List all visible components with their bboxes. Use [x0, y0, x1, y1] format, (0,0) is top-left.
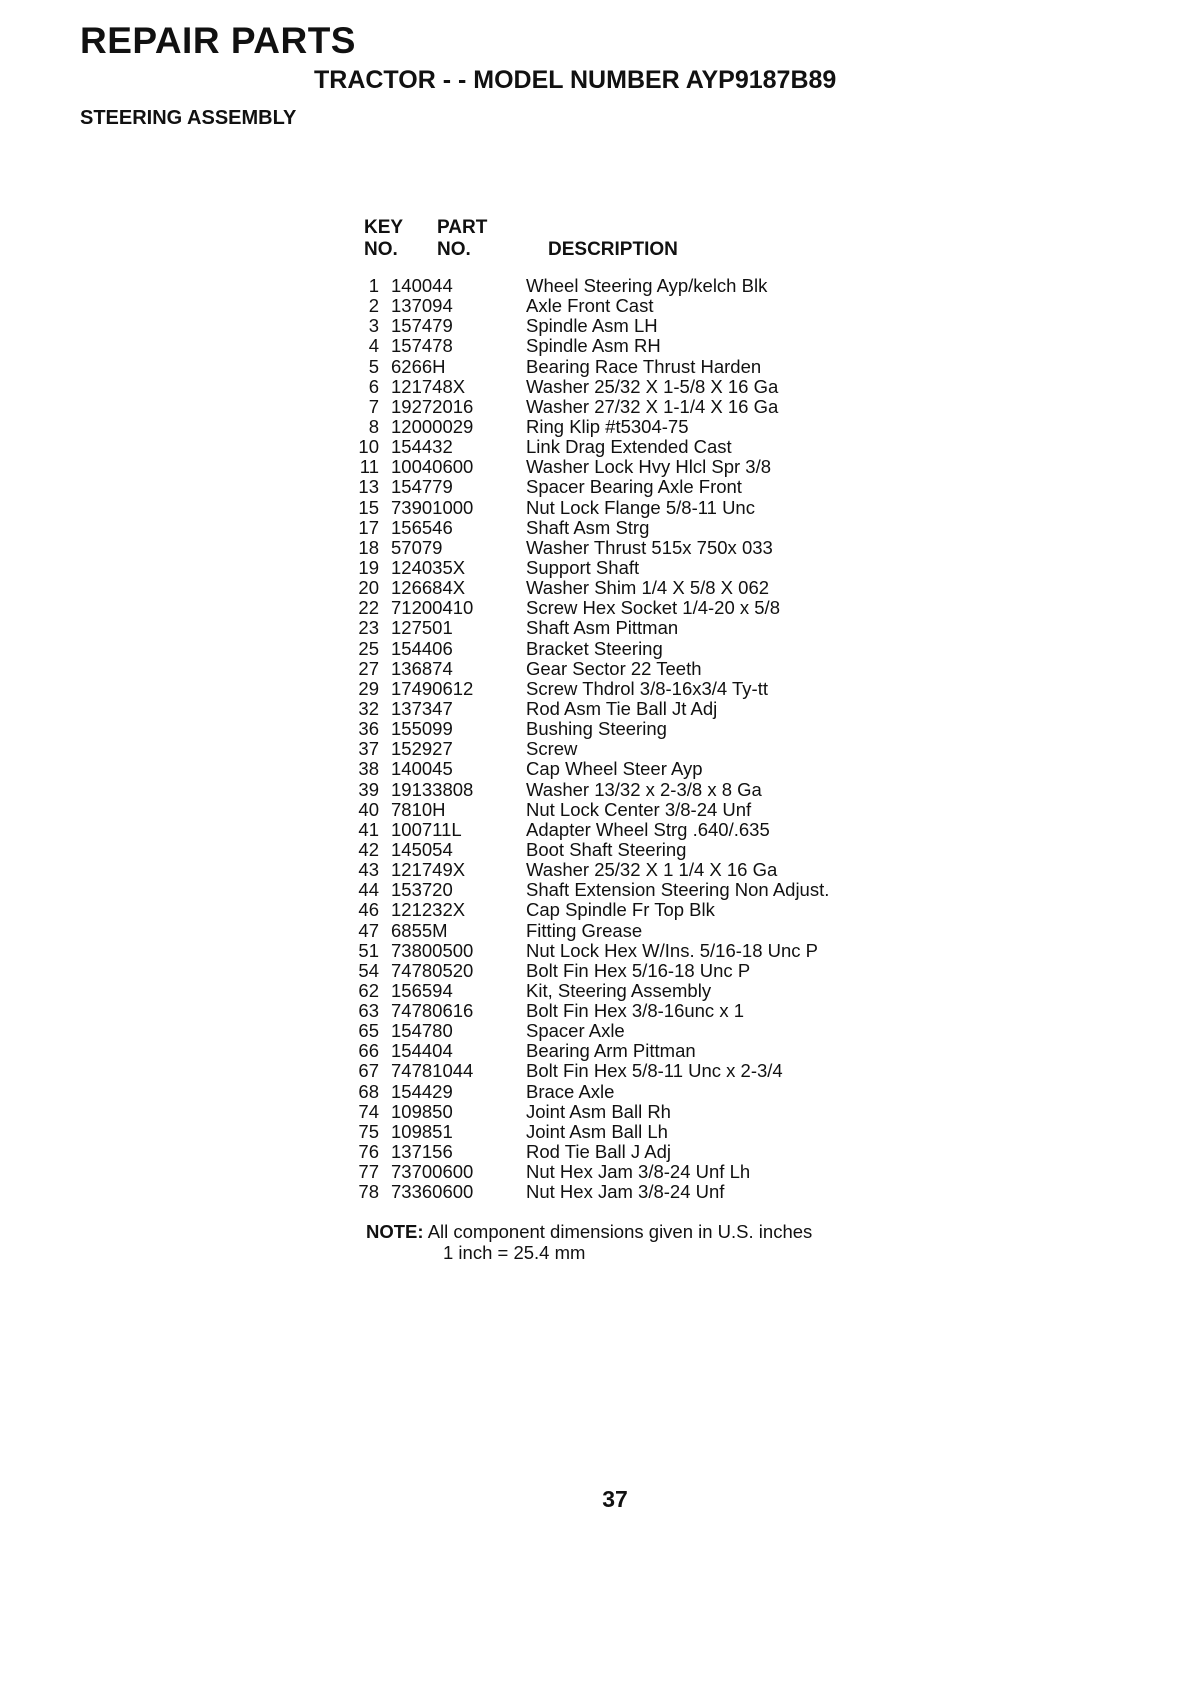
- part-no-cell: 100711L: [391, 818, 462, 840]
- description-cell: Boot Shaft Steering: [526, 838, 687, 860]
- part-header-line1: PART: [437, 217, 488, 238]
- part-no-header: [437, 217, 487, 261]
- description-cell: Adapter Wheel Strg .640/.635: [526, 818, 770, 840]
- note: [366, 1222, 812, 1242]
- part-no-cell: 6266H: [391, 355, 446, 377]
- description-cell: Fitting Grease: [526, 919, 643, 941]
- part-no-cell: 121232X: [391, 899, 466, 921]
- key-no-cell: 66: [358, 1040, 379, 1062]
- part-no-cell: 121748X: [391, 375, 466, 397]
- description-cell: Nut Hex Jam 3/8-24 Unf Lh: [526, 1161, 751, 1183]
- table-row: [340, 1041, 960, 1061]
- description-cell: Ring Klip #t5304-75: [526, 415, 689, 437]
- description-cell: Screw Hex Socket 1/4-20 x 5/8: [526, 597, 780, 619]
- note-line1: All component dimensions given in U.S. inches: [427, 1221, 813, 1242]
- table-row: [340, 981, 960, 1001]
- key-no-header: [364, 217, 403, 261]
- table-row: [340, 1182, 960, 1202]
- description-cell: Axle Front Cast: [526, 295, 654, 317]
- key-no-cell: 43: [358, 859, 379, 881]
- key-no-cell: 1: [368, 275, 379, 296]
- key-no-cell: 68: [358, 1080, 379, 1102]
- part-no-cell: 156546: [391, 516, 453, 538]
- key-header-line1: KEY: [364, 217, 404, 238]
- key-no-cell: 19: [358, 556, 379, 578]
- description-cell: Bolt Fin Hex 3/8-16unc x 1: [526, 1000, 744, 1022]
- parts-list: [340, 276, 960, 1202]
- description-cell: Washer 25/32 X 1 1/4 X 16 Ga: [526, 859, 778, 881]
- key-no-cell: 46: [358, 899, 379, 921]
- key-no-cell: 20: [358, 577, 379, 599]
- description-cell: Washer Thrust 515x 750x 033: [526, 536, 773, 558]
- part-no-cell: 17490612: [391, 677, 474, 699]
- table-row: [340, 1021, 960, 1041]
- part-no-cell: 109850: [391, 1100, 453, 1122]
- page-number: 37: [602, 1486, 628, 1512]
- key-no-cell: 67: [358, 1060, 379, 1082]
- table-row: [340, 538, 960, 558]
- part-no-cell: 137347: [391, 697, 453, 719]
- part-no-cell: 7810H: [391, 798, 446, 820]
- part-no-cell: 136874: [391, 657, 453, 679]
- table-row: [340, 921, 960, 941]
- table-row: [340, 296, 960, 316]
- description-cell: Wheel Steering Ayp/kelch Blk: [526, 275, 768, 296]
- key-no-cell: 41: [358, 818, 379, 840]
- description-cell: Bracket Steering: [526, 637, 663, 659]
- part-no-cell: 154780: [391, 1020, 453, 1042]
- table-row: [340, 397, 960, 417]
- key-header-line2: NO.: [364, 239, 398, 260]
- part-no-cell: 137094: [391, 295, 453, 317]
- description-cell: Kit, Steering Assembly: [526, 979, 712, 1001]
- table-row: [340, 900, 960, 920]
- key-no-cell: 76: [358, 1141, 379, 1163]
- description-cell: Spacer Bearing Axle Front: [526, 476, 742, 498]
- key-no-cell: 25: [358, 637, 379, 659]
- part-no-cell: 153720: [391, 879, 453, 901]
- description-cell: Washer 13/32 x 2-3/8 x 8 Ga: [526, 778, 762, 800]
- description-cell: Cap Wheel Steer Ayp: [526, 758, 703, 780]
- table-row: [340, 840, 960, 860]
- page-title: REPAIR PARTS: [80, 20, 356, 61]
- table-row: [340, 518, 960, 538]
- part-no-cell: 154406: [391, 637, 453, 659]
- table-row: [340, 719, 960, 739]
- table-row: [340, 1162, 960, 1182]
- description-cell: Nut Lock Center 3/8-24 Unf: [526, 798, 752, 820]
- part-no-cell: 154429: [391, 1080, 453, 1102]
- key-no-cell: 23: [358, 617, 379, 639]
- description-cell: Washer 27/32 X 1-1/4 X 16 Ga: [526, 395, 779, 417]
- key-no-cell: 42: [358, 838, 379, 860]
- description-cell: Gear Sector 22 Teeth: [526, 657, 702, 679]
- table-row: [340, 1001, 960, 1021]
- key-no-cell: 74: [358, 1100, 379, 1122]
- part-no-cell: 156594: [391, 979, 453, 1001]
- table-row: [340, 618, 960, 638]
- key-no-cell: 29: [358, 677, 379, 699]
- part-no-cell: 157478: [391, 335, 453, 357]
- section-heading: STEERING ASSEMBLY: [80, 107, 297, 129]
- description-cell: Cap Spindle Fr Top Blk: [526, 899, 715, 921]
- key-no-cell: 5: [368, 355, 379, 377]
- key-no-cell: 13: [358, 476, 379, 498]
- key-no-cell: 17: [358, 516, 379, 538]
- table-row: [340, 1122, 960, 1142]
- description-cell: Brace Axle: [526, 1080, 615, 1102]
- key-no-cell: 51: [358, 939, 379, 961]
- description-cell: Nut Lock Hex W/Ins. 5/16-18 Unc P: [526, 939, 819, 961]
- part-no-cell: 121749X: [391, 859, 466, 881]
- description-cell: Washer Shim 1/4 X 5/8 X 062: [526, 577, 770, 599]
- part-no-cell: 140044: [391, 275, 453, 296]
- key-no-cell: 32: [358, 697, 379, 719]
- description-cell: Nut Lock Flange 5/8-11 Unc: [526, 496, 755, 518]
- part-no-cell: 145054: [391, 838, 453, 860]
- key-no-cell: 47: [358, 919, 379, 941]
- description-cell: Rod Asm Tie Ball Jt Adj: [526, 697, 718, 719]
- description-cell: Joint Asm Ball Rh: [526, 1100, 671, 1122]
- table-row: [340, 699, 960, 719]
- table-row: [340, 377, 960, 397]
- description-cell: Bearing Race Thrust Harden: [526, 355, 762, 377]
- table-row: [340, 1082, 960, 1102]
- key-no-cell: 7: [368, 395, 379, 417]
- key-no-cell: 65: [358, 1020, 379, 1042]
- key-no-cell: 62: [358, 979, 379, 1001]
- part-header-line2: NO.: [437, 239, 471, 260]
- description-cell: Bolt Fin Hex 5/8-11 Unc x 2-3/4: [526, 1060, 783, 1082]
- part-no-cell: 155099: [391, 718, 453, 740]
- key-no-cell: 44: [358, 879, 379, 901]
- description-cell: Spacer Axle: [526, 1020, 625, 1042]
- key-no-cell: 6: [368, 375, 379, 397]
- table-row: [340, 276, 960, 296]
- key-no-cell: 4: [368, 335, 379, 357]
- part-no-cell: 71200410: [391, 597, 474, 619]
- key-no-cell: 22: [358, 597, 379, 619]
- table-row: [340, 357, 960, 377]
- description-cell: Support Shaft: [526, 556, 640, 578]
- table-row: [340, 679, 960, 699]
- part-no-cell: 12000029: [391, 415, 474, 437]
- part-no-cell: 140045: [391, 758, 453, 780]
- part-no-cell: 19133808: [391, 778, 474, 800]
- key-no-cell: 36: [358, 718, 379, 740]
- table-row: [340, 336, 960, 356]
- key-no-cell: 18: [358, 536, 379, 558]
- table-row: [340, 941, 960, 961]
- part-no-cell: 73901000: [391, 496, 474, 518]
- part-no-cell: 154404: [391, 1040, 453, 1062]
- key-no-cell: 54: [358, 959, 379, 981]
- description-header: DESCRIPTION: [548, 239, 678, 260]
- description-cell: Shaft Extension Steering Non Adjust.: [526, 879, 830, 901]
- model-subtitle: TRACTOR - - MODEL NUMBER AYP9187B89: [314, 66, 837, 94]
- table-row: [340, 498, 960, 518]
- key-no-cell: 75: [358, 1120, 379, 1142]
- key-no-cell: 2: [368, 295, 379, 317]
- table-row: [340, 820, 960, 840]
- key-no-cell: 27: [358, 657, 379, 679]
- description-cell: Bolt Fin Hex 5/16-18 Unc P: [526, 959, 751, 981]
- key-no-cell: 39: [358, 778, 379, 800]
- description-cell: Spindle Asm LH: [526, 315, 658, 337]
- table-row: [340, 477, 960, 497]
- table-row: [340, 639, 960, 659]
- key-no-cell: 10: [358, 436, 379, 458]
- description-cell: Shaft Asm Pittman: [526, 617, 679, 639]
- part-no-cell: 157479: [391, 315, 453, 337]
- part-no-cell: 126684X: [391, 577, 466, 599]
- key-no-cell: 63: [358, 1000, 379, 1022]
- part-no-cell: 73800500: [391, 939, 474, 961]
- table-row: [340, 739, 960, 759]
- part-no-cell: 154432: [391, 436, 453, 458]
- description-cell: Nut Hex Jam 3/8-24 Unf: [526, 1181, 725, 1203]
- table-row: [340, 961, 960, 981]
- part-no-cell: 6855M: [391, 919, 448, 941]
- table-row: [340, 1061, 960, 1081]
- table-row: [340, 417, 960, 437]
- description-cell: Washer 25/32 X 1-5/8 X 16 Ga: [526, 375, 779, 397]
- note-label: NOTE:: [366, 1221, 424, 1242]
- key-no-cell: 37: [358, 738, 379, 760]
- table-row: [340, 800, 960, 820]
- key-no-cell: 3: [368, 315, 379, 337]
- description-cell: Washer Lock Hvy Hlcl Spr 3/8: [526, 456, 772, 478]
- note-line2: 1 inch = 25.4 mm: [443, 1242, 586, 1263]
- table-row: [340, 437, 960, 457]
- description-cell: Screw Thdrol 3/8-16x3/4 Ty-tt: [526, 677, 768, 699]
- part-no-cell: 73700600: [391, 1161, 474, 1183]
- key-no-cell: 77: [358, 1161, 379, 1183]
- description-cell: Rod Tie Ball J Adj: [526, 1141, 671, 1163]
- key-no-cell: 8: [368, 415, 379, 437]
- table-row: [340, 1142, 960, 1162]
- table-row: [340, 598, 960, 618]
- table-row: [340, 457, 960, 477]
- part-no-cell: 74780616: [391, 1000, 474, 1022]
- table-row: [340, 880, 960, 900]
- table-row: [340, 759, 960, 779]
- key-no-cell: 78: [358, 1181, 379, 1203]
- part-no-cell: 19272016: [391, 395, 474, 417]
- description-cell: Screw: [526, 738, 578, 760]
- part-no-cell: 154779: [391, 476, 453, 498]
- description-cell: Spindle Asm RH: [526, 335, 661, 357]
- part-no-cell: 73360600: [391, 1181, 474, 1203]
- description-cell: Link Drag Extended Cast: [526, 436, 732, 458]
- table-row: [340, 659, 960, 679]
- description-cell: Bearing Arm Pittman: [526, 1040, 696, 1062]
- part-no-cell: 127501: [391, 617, 453, 639]
- table-row: [340, 316, 960, 336]
- key-no-cell: 40: [358, 798, 379, 820]
- part-no-cell: 152927: [391, 738, 453, 760]
- table-row: [340, 780, 960, 800]
- part-no-cell: 57079: [391, 536, 443, 558]
- key-no-cell: 11: [359, 456, 379, 478]
- part-no-cell: 74781044: [391, 1060, 474, 1082]
- key-no-cell: 38: [358, 758, 379, 780]
- table-row: [340, 860, 960, 880]
- part-no-cell: 10040600: [391, 456, 474, 478]
- key-no-cell: 15: [358, 496, 379, 518]
- part-no-cell: 124035X: [391, 556, 466, 578]
- part-no-cell: 74780520: [391, 959, 474, 981]
- description-cell: Bushing Steering: [526, 718, 667, 740]
- table-row: [340, 578, 960, 598]
- part-no-cell: 137156: [391, 1141, 453, 1163]
- description-cell: Shaft Asm Strg: [526, 516, 650, 538]
- description-cell: Joint Asm Ball Lh: [526, 1120, 668, 1142]
- part-no-cell: 109851: [391, 1120, 453, 1142]
- table-row: [340, 1102, 960, 1122]
- table-row: [340, 558, 960, 578]
